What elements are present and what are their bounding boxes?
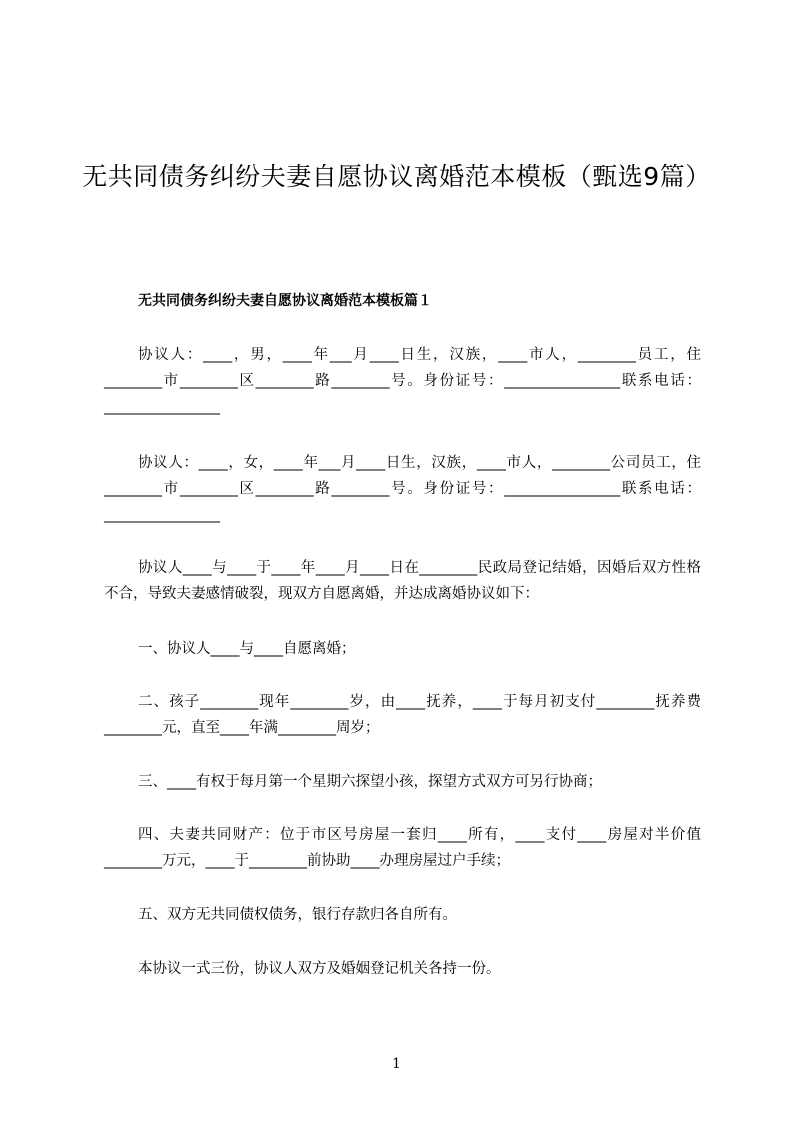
clause-4: 四、夫妻共同财产：位于市区号房屋一套归____所有，____支付____房屋对半价值________万元，____于________前协助____办理房屋过户手续； <box>104 827 701 869</box>
paragraph-party-female: 协议人：____，女，____年___月____日生，汉族，____市人，________公司员工，住________市________区________路________号。身份证号：________________联系电话：________________ <box>104 455 701 523</box>
clause-2: 二、孩子________现年________岁，由____抚养，____于每月初支付________抚养费________元，直至____年满________周岁； <box>104 694 701 736</box>
clause-3: 三、____有权于每月第一个星期六探望小孩，探望方式双方可另行协商； <box>138 774 602 790</box>
clause-1: 一、协议人____与____自愿离婚； <box>138 641 356 657</box>
paragraph-party-male: 协议人：____，男，____年___月____日生，汉族，____市人，________员工，住________市________区________路________号。身份证号：________________联系电话：________________ <box>104 347 701 415</box>
document-title: 无共同债务纠纷夫妻自愿协议离婚范本模板（甄选9篇） <box>82 161 711 191</box>
section-heading: 无共同债务纠纷夫妻自愿协议离婚范本模板篇１ <box>138 293 432 309</box>
closing-paragraph: 本协议一式三份，协议人双方及婚姻登记机关各持一份。 <box>138 961 501 977</box>
clause-5: 五、双方无共同债权债务，银行存款归各自所有。 <box>138 907 457 923</box>
paragraph-marriage-info: 协议人____与____于____年____月____日在________民政局登记结婚，因婚后双方性格不合，导致夫妻感情破裂，现双方自愿离婚，并达成离婚协议如下： <box>104 560 701 602</box>
page-number: 1 <box>392 1056 401 1072</box>
